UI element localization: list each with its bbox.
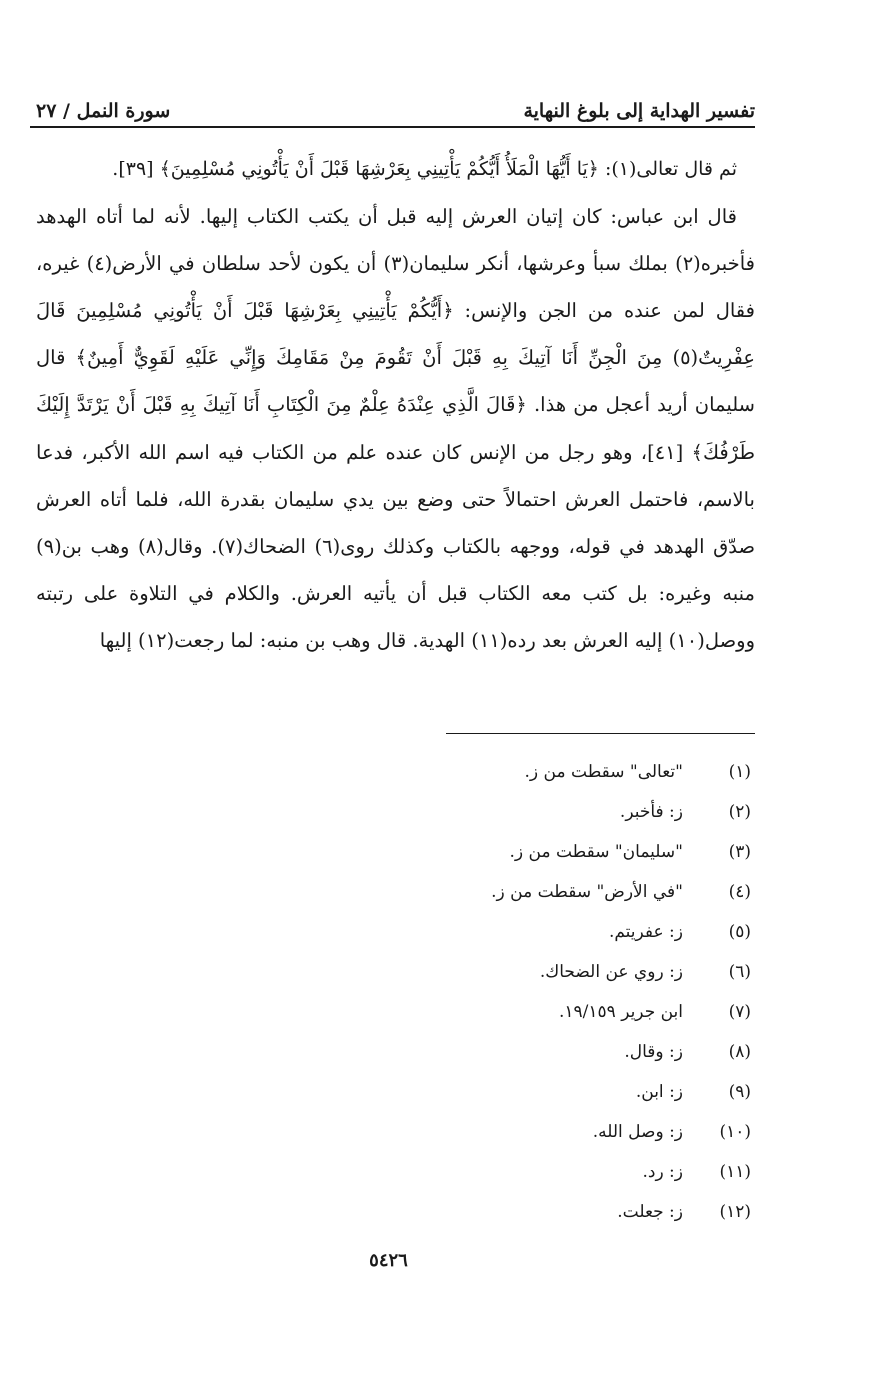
footnote-number: (١) bbox=[728, 762, 751, 782]
footnote-text: "في الأرض" سقطت من ز. bbox=[491, 882, 683, 902]
paragraph: ثم قال تعالى(١): ﴿يَا أَيُّهَا الْمَلَأُ أَيُّكُمْ يَأْتِينِي بِعَرْشِهَا قَبْلَ أَنْ يَأْتُونِي مُسْلِمِينَ﴾ [٣٩]. bbox=[112, 158, 737, 180]
footnote bbox=[36, 952, 755, 992]
footnote-text: ز: عفريتم. bbox=[608, 922, 683, 942]
footnote-text: ز: وصل الله. bbox=[592, 1122, 683, 1142]
footnote bbox=[36, 1112, 755, 1152]
footnote bbox=[36, 1072, 755, 1112]
footnote bbox=[36, 832, 755, 872]
footnote-number: (١١) bbox=[719, 1162, 751, 1182]
footnote-text: ز: ابن. bbox=[635, 1082, 683, 1102]
footnote-number: (٢) bbox=[728, 802, 751, 822]
footnote bbox=[36, 912, 755, 952]
surah-page-label: سورة النمل / ٢٧ bbox=[36, 100, 171, 122]
footnote-text: ز: روي عن الضحاك. bbox=[539, 962, 683, 982]
footnote-number: (١٢) bbox=[719, 1202, 751, 1222]
footnote-text: ز: وقال. bbox=[624, 1042, 683, 1062]
footnote bbox=[36, 792, 755, 832]
footnote-text: ز: فأخبر. bbox=[619, 802, 683, 822]
footnote-separator bbox=[446, 733, 755, 734]
footnote bbox=[36, 1192, 755, 1232]
footnote bbox=[36, 752, 755, 792]
footnote-number: (٦) bbox=[728, 962, 751, 982]
footnote-text: ز: جعلت. bbox=[617, 1202, 683, 1222]
footnote bbox=[36, 1152, 755, 1192]
footnote-number: (٤) bbox=[728, 882, 751, 902]
footnote-number: (٣) bbox=[728, 842, 751, 862]
book-title: تفسير الهداية إلى بلوغ النهاية bbox=[523, 100, 755, 122]
footnote-number: (٨) bbox=[728, 1042, 751, 1062]
footnote bbox=[36, 992, 755, 1032]
main-text bbox=[36, 146, 755, 664]
footnote-text: ز: رد. bbox=[642, 1162, 683, 1182]
footnote-number: (٩) bbox=[728, 1082, 751, 1102]
footnote-number: (٧) bbox=[728, 1002, 751, 1022]
footnotes-list bbox=[36, 752, 755, 1232]
page-number-text: ٥٤٢٦ bbox=[369, 1250, 408, 1271]
footnote-number: (١٠) bbox=[719, 1122, 751, 1142]
footnote-text: ابن جرير ١٩/١٥٩. bbox=[559, 1002, 683, 1022]
footnote-number: (٥) bbox=[728, 922, 751, 942]
paragraph: قال ابن عباس: كان إتيان العرش إليه قبل أن يكتب الكتاب إليها. لأنه لما أتاه الهدهد فأخبره(٢) بملك سبأ وعرشها، أنكر سليمان(٣) أن يكون لأحد سلطان في الأرض(٤) غيره، فقال لمن عنده من الجن والإنس: ﴿أَيُّكُمْ يَأْتِينِي بِعَرْشِهَا قَبْلَ أَنْ يَأْتُونِي مُسْلِمِينَ قَالَ عِفْرِيتٌ(٥) مِنَ الْجِنِّ أَنَا آتِيكَ بِهِ قَبْلَ أَنْ تَقُومَ مِنْ مَقَامِكَ وَإِنِّي عَلَيْهِ لَقَوِيٌّ أَمِينٌ﴾ قال سليمان أريد أعجل من هذا. ﴿قَالَ الَّذِي عِنْدَهُ عِلْمٌ مِنَ الْكِتَابِ أَنَا آتِيكَ بِهِ قَبْلَ أَنْ يَرْتَدَّ إِلَيْكَ طَرْفُكَ﴾ [٤١]، وهو رجل من الإنس كان عنده علم من الكتاب فيه اسم الله الأكبر، فدعا بالاسم، فاحتمل العرش احتمالاً حتى وضع بين يدي سليمان بقدرة الله، فلما أتاه العرش صدّق الهدهد في قوله، ووجهه بالكتاب وكذلك روى(٦) الضحاك(٧). وقال(٨) وهب بن(٩) منبه وغيره: بل كتب معه الكتاب قبل أن يأتيه العرش. والكلام في التلاوة على رتبته ووصل(١٠) إليه العرش بعد رده(١١) الهدية. قال وهب بن منبه: لما رجعت(١٢) إليها bbox=[36, 205, 756, 652]
footnote-text: "سليمان" سقطت من ز. bbox=[509, 842, 683, 862]
header-divider bbox=[30, 126, 755, 128]
page-number bbox=[0, 1250, 873, 1271]
running-header bbox=[36, 88, 755, 122]
footnote bbox=[36, 872, 755, 912]
footnote bbox=[36, 1032, 755, 1072]
footnote-text: "تعالى" سقطت من ز. bbox=[524, 762, 683, 782]
